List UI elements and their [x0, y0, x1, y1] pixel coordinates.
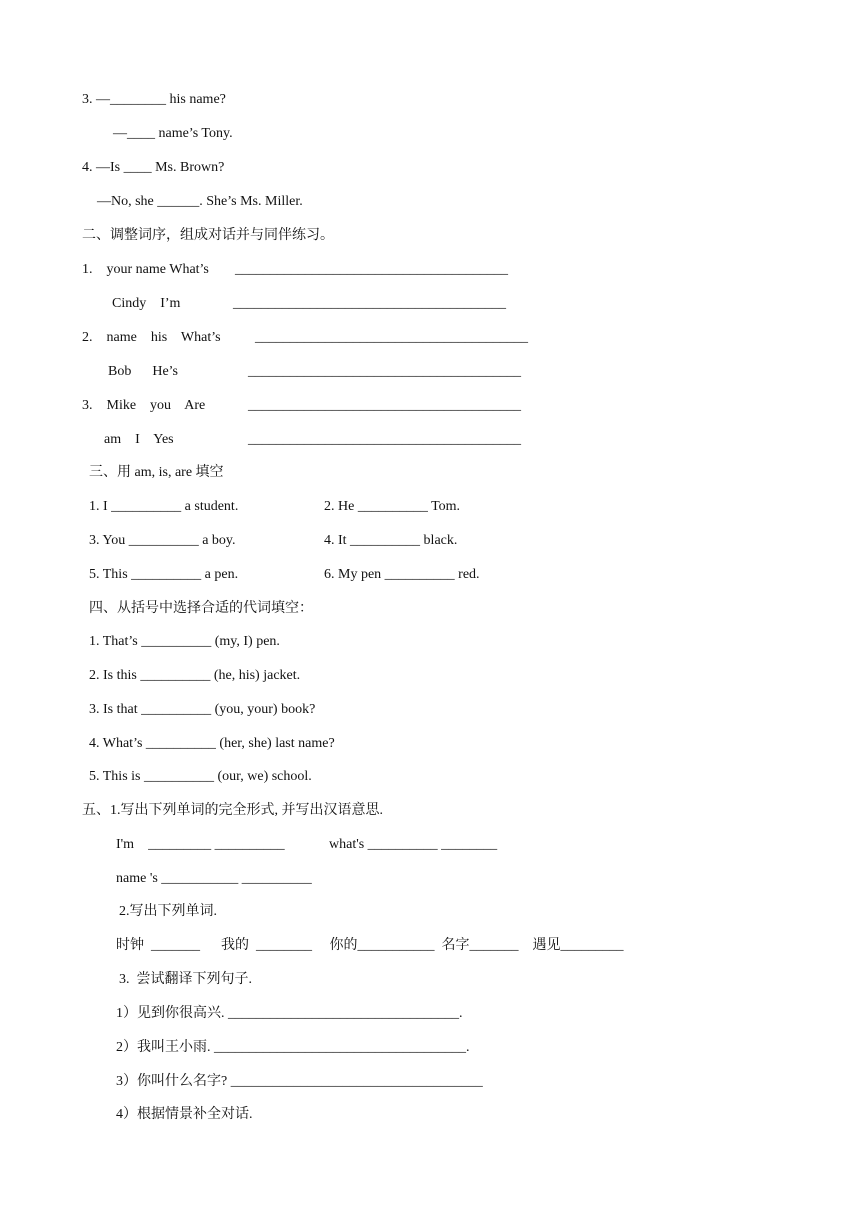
s2-item-3-blank: _______________________________________ — [248, 398, 521, 413]
q3-question: 3. —________ his name? — [82, 92, 226, 107]
s3-item-4: 4. It __________ black. — [324, 533, 458, 548]
s4-item-1: 1. That’s __________ (my, I) pen. — [89, 634, 280, 649]
s5-translate-2: 2）我叫王小雨. ____________________________________. — [116, 1040, 470, 1055]
s3-item-6: 6. My pen __________ red. — [324, 567, 480, 582]
s2-item-2-words: 2. name his What’s — [82, 330, 221, 345]
s2-item-1-blank: _______________________________________ — [235, 262, 508, 277]
section-5-heading: 五、1.写出下列单词的完全形式, 并写出汉语意思. — [82, 803, 383, 818]
s3-item-3: 3. You __________ a boy. — [89, 533, 236, 548]
s2-item-2b-blank: _______________________________________ — [248, 364, 521, 379]
s2-item-2-blank: _______________________________________ — [255, 330, 528, 345]
section-2-heading: 二、调整词序，组成对话并与同伴练习。 — [82, 228, 334, 243]
q3-answer: —____ name’s Tony. — [113, 126, 233, 141]
section-4-heading: 四、从括号中选择合适的代词填空： — [89, 601, 313, 616]
section-3-heading: 三、用 am, is, are 填空 — [89, 465, 224, 480]
s5-sub-2-heading: 2.写出下列单词. — [119, 904, 217, 919]
s5-sub-2-words: 时钟 _______ 我的 ________ 你的___________ 名字_______ 遇见_________ — [116, 938, 624, 953]
s5-translate-1: 1）见到你很高兴. _________________________________. — [116, 1006, 463, 1021]
s3-item-2: 2. He __________ Tom. — [324, 499, 461, 514]
s2-item-1-words: 1. your name What’s — [82, 262, 209, 277]
s5-translate-3: 3）你叫什么名字? ____________________________________ — [116, 1074, 483, 1089]
s2-item-3b-words: am I Yes — [104, 432, 174, 447]
s5-full-form-names: name 's ___________ __________ — [116, 871, 312, 886]
s2-item-3-words: 3. Mike you Are — [82, 398, 206, 413]
s3-item-1: 1. I __________ a student. — [89, 499, 239, 514]
s2-item-3b-blank: _______________________________________ — [248, 432, 521, 447]
s2-item-2b-words: Bob He’s — [108, 364, 178, 379]
s2-item-1b-blank: _______________________________________ — [233, 296, 506, 311]
q4-question: 4. —Is ____ Ms. Brown? — [82, 160, 225, 175]
s4-item-2: 2. Is this __________ (he, his) jacket. — [89, 668, 301, 683]
s5-translate-4: 4）根据情景补全对话. — [116, 1107, 253, 1122]
q4-answer: —No, she ______. She’s Ms. Miller. — [97, 194, 303, 209]
s2-item-1b-words: Cindy I’m — [112, 296, 181, 311]
s5-sub-3-heading: 3. 尝试翻译下列句子. — [119, 972, 252, 987]
s3-item-5: 5. This __________ a pen. — [89, 567, 239, 582]
s4-item-4: 4. What’s __________ (her, she) last name? — [89, 736, 335, 751]
s4-item-3: 3. Is that __________ (you, your) book? — [89, 702, 316, 717]
s5-full-form-whats: what's __________ ________ — [329, 837, 498, 852]
s5-full-form-im: I'm _________ __________ — [116, 837, 285, 852]
s4-item-5: 5. This is __________ (our, we) school. — [89, 769, 312, 784]
